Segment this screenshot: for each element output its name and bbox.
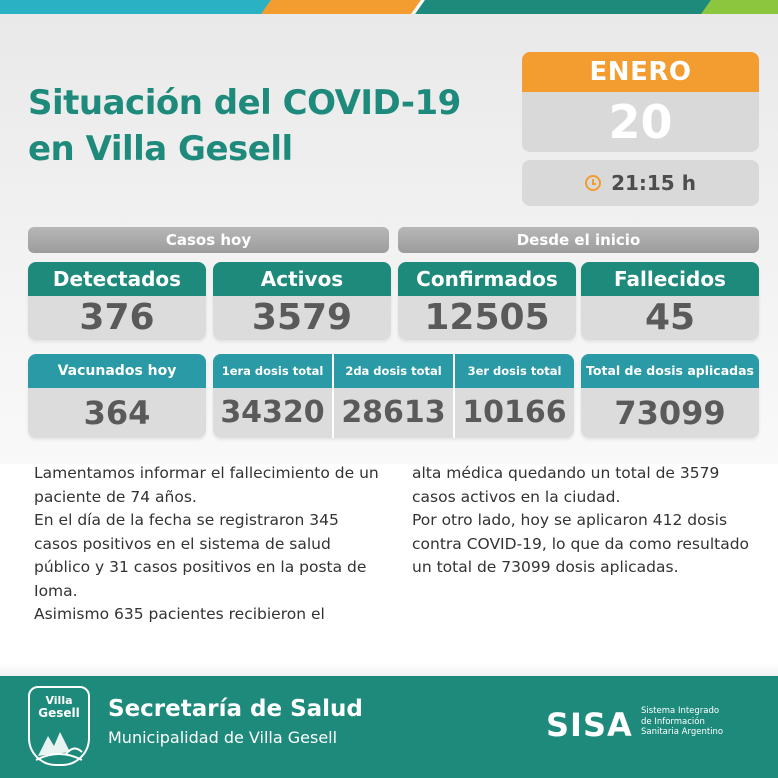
dose2-label: 2da dosis total — [334, 354, 455, 388]
paragraph: Lamentamos informar el fallecimiento de un paciente de 74 años. — [34, 464, 379, 506]
time-label: 21:15 h — [611, 171, 696, 195]
footer-shadow — [0, 662, 778, 676]
dose1-value: 34320 — [213, 388, 334, 438]
confirmed-value: 12505 — [398, 296, 576, 340]
confirmed-label: Confirmados — [398, 262, 576, 296]
detected-card — [28, 262, 206, 340]
dose2-value: 28613 — [334, 388, 455, 438]
band-segment-green — [701, 0, 778, 14]
vaccinated-today-label: Vacunados hoy — [28, 354, 206, 388]
date-box — [522, 52, 759, 206]
sisa-description — [641, 706, 723, 738]
dose-totals-panel — [213, 354, 574, 438]
deceased-value: 45 — [581, 296, 759, 340]
day-number: 20 — [522, 92, 759, 152]
paragraph: Asimismo 635 pacientes recibieron el — [34, 605, 325, 623]
org-name: Secretaría de Salud — [108, 696, 363, 722]
confirmed-card — [398, 262, 576, 340]
total-doses-value: 73099 — [581, 388, 759, 438]
paragraph: alta médica quedando un total de 3579 casos activos en la ciudad. — [412, 464, 720, 506]
vaccinated-today-value: 364 — [28, 388, 206, 438]
villa-gesell-logo — [28, 686, 90, 766]
time-box — [522, 160, 759, 206]
title-line-1: Situación del COVID-19 — [28, 83, 461, 123]
active-value: 3579 — [213, 296, 391, 340]
section-today: Casos hoy — [28, 227, 389, 253]
dose3-value: 10166 — [462, 395, 567, 430]
logo-line-1: Villa — [45, 694, 73, 707]
tree-dune-icon — [30, 722, 88, 764]
paragraph: En el día de la fecha se registraron 345 casos positivos en el sistema de salud público y 31 casos positivos en la posta de Ioma. — [34, 511, 367, 600]
logo-line-2: Gesell — [38, 706, 80, 720]
clock-icon — [585, 175, 601, 191]
title-line-2: en Villa Gesell — [28, 129, 293, 169]
sisa-logo: SISA — [546, 706, 633, 744]
deceased-card — [581, 262, 759, 340]
month-label: ENERO — [522, 52, 759, 92]
sisa-line-3: Sanitaria Argentino — [641, 727, 724, 737]
band-segment-teal — [415, 0, 715, 14]
total-doses-card — [581, 354, 759, 438]
dose3-label: 3er dosis total — [467, 364, 562, 378]
detected-label: Detectados — [28, 262, 206, 296]
total-doses-label: Total de dosis aplicadas — [581, 354, 759, 388]
active-label: Activos — [213, 262, 391, 296]
body-text-left — [34, 462, 384, 627]
page-title — [28, 80, 488, 172]
sisa-line-1: Sistema Integrado — [641, 706, 720, 716]
band-segment-cyan — [0, 0, 275, 14]
dose1-label: 1era dosis total — [213, 354, 334, 388]
top-color-band — [0, 0, 778, 14]
band-segment-orange — [261, 0, 421, 14]
body-text-right — [412, 462, 762, 580]
footer — [0, 676, 778, 778]
section-since-start: Desde el inicio — [398, 227, 759, 253]
active-card — [213, 262, 391, 340]
deceased-label: Fallecidos — [581, 262, 759, 296]
detected-value: 376 — [28, 296, 206, 340]
org-subtitle: Municipalidad de Villa Gesell — [108, 728, 338, 747]
sisa-line-2: de Información — [641, 716, 705, 727]
paragraph: Por otro lado, hoy se aplicaron 412 dosis contra COVID-19, lo que da como resultado un total de 73099 dosis aplicadas. — [412, 511, 750, 576]
vaccinated-today-card — [28, 354, 206, 438]
